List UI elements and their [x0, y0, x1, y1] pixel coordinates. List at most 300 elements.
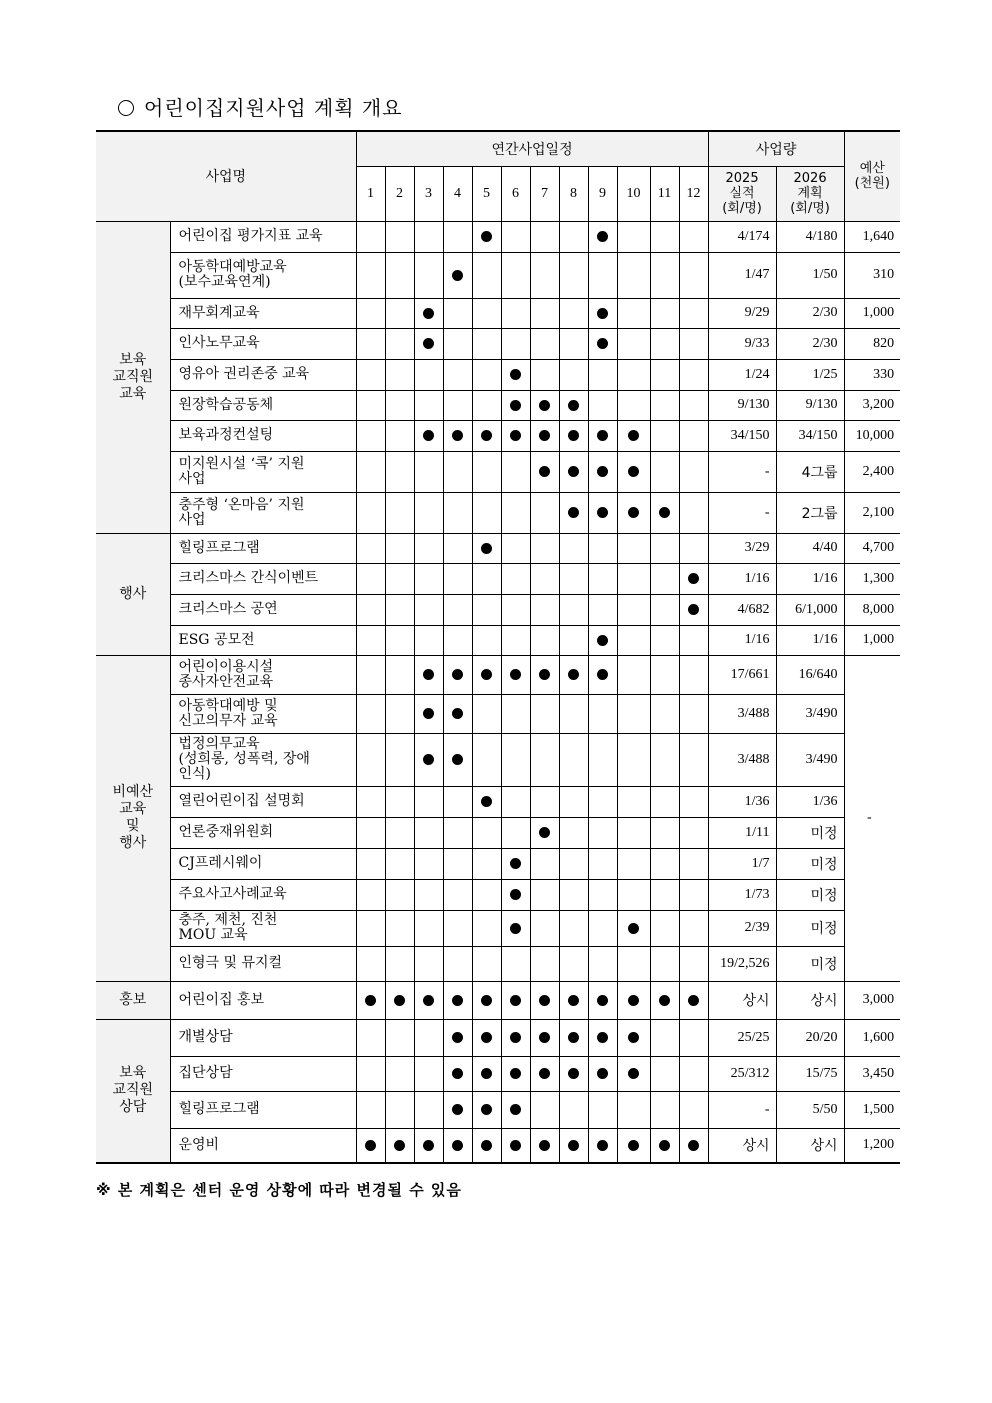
month-cell: [385, 420, 414, 451]
month-cell: [559, 252, 588, 298]
month-cell: [588, 1128, 617, 1163]
table-row: [96, 328, 900, 359]
business-name-cell: 언론중재위원회: [170, 817, 356, 848]
month-cell: [443, 252, 472, 298]
month-cell: [501, 420, 530, 451]
plan-2026-cell: 6/1,000: [776, 594, 844, 625]
scheduled-dot-icon: [597, 308, 608, 319]
month-cell: [385, 533, 414, 563]
month-cell: [559, 563, 588, 594]
month-cell: [472, 1128, 501, 1163]
plan-2026-cell: 1/16: [776, 563, 844, 594]
month-header: 1: [356, 166, 385, 221]
table-row: [96, 733, 900, 786]
month-cell: [588, 910, 617, 946]
month-cell: [559, 594, 588, 625]
month-cell: [530, 817, 559, 848]
month-cell: [559, 786, 588, 817]
month-cell: [650, 1056, 679, 1091]
business-name-cell: 아동학대예방교육 (보수교육연계): [170, 252, 356, 298]
month-cell: [588, 655, 617, 694]
scheduled-dot-icon: [628, 1032, 639, 1043]
scheduled-dot-icon: [510, 995, 521, 1006]
month-cell: [385, 817, 414, 848]
month-cell: [356, 655, 385, 694]
month-cell: [443, 533, 472, 563]
month-cell: [443, 625, 472, 655]
business-name-cell: 주요사고사례교육: [170, 879, 356, 910]
month-cell: [650, 817, 679, 848]
scheduled-dot-icon: [423, 338, 434, 349]
scheduled-dot-icon: [510, 889, 521, 900]
month-cell: [385, 390, 414, 420]
business-name-cell: 운영비: [170, 1128, 356, 1163]
scheduled-dot-icon: [597, 507, 608, 518]
budget-cell: 4,700: [844, 533, 900, 563]
budget-cell: 2,400: [844, 451, 900, 492]
table-row: [96, 359, 900, 390]
scheduled-dot-icon: [568, 1032, 579, 1043]
month-cell: [617, 786, 650, 817]
month-cell: [356, 625, 385, 655]
month-cell: [443, 328, 472, 359]
scheduled-dot-icon: [365, 1140, 376, 1151]
month-cell: [501, 655, 530, 694]
month-cell: [501, 563, 530, 594]
scheduled-dot-icon: [394, 1140, 405, 1151]
scheduled-dot-icon: [423, 708, 434, 719]
table-row: [96, 221, 900, 252]
month-cell: [472, 328, 501, 359]
month-cell: [530, 221, 559, 252]
scheduled-dot-icon: [597, 1140, 608, 1151]
result-2025-cell: 1/24: [708, 359, 776, 390]
month-cell: [472, 848, 501, 879]
month-cell: [356, 298, 385, 328]
month-cell: [679, 1019, 708, 1056]
plan-2026-cell: 4/40: [776, 533, 844, 563]
month-cell: [443, 221, 472, 252]
month-cell: [472, 1056, 501, 1091]
category-cell: 비예산 교육 및 행사: [96, 655, 170, 981]
business-name-cell: 재무회계교육: [170, 298, 356, 328]
result-2025-cell: 상시: [708, 1128, 776, 1163]
plan-2026-cell: 2/30: [776, 328, 844, 359]
month-cell: [559, 359, 588, 390]
scheduled-dot-icon: [481, 231, 492, 242]
month-cell: [443, 733, 472, 786]
month-cell: [530, 786, 559, 817]
month-cell: [472, 533, 501, 563]
table-row: [96, 817, 900, 848]
plan-2026-cell: 상시: [776, 1128, 844, 1163]
month-cell: [443, 655, 472, 694]
month-cell: [588, 563, 617, 594]
month-cell: [650, 1019, 679, 1056]
scheduled-dot-icon: [597, 1032, 608, 1043]
month-cell: [559, 451, 588, 492]
scheduled-dot-icon: [597, 1068, 608, 1079]
month-cell: [501, 533, 530, 563]
month-cell: [443, 879, 472, 910]
month-cell: [559, 879, 588, 910]
business-name-cell: 힐링프로그램: [170, 1091, 356, 1128]
scheduled-dot-icon: [510, 430, 521, 441]
month-cell: [559, 694, 588, 733]
scheduled-dot-icon: [423, 1140, 434, 1151]
table-row: [96, 910, 900, 946]
scheduled-dot-icon: [481, 1068, 492, 1079]
scheduled-dot-icon: [539, 995, 550, 1006]
scheduled-dot-icon: [568, 1068, 579, 1079]
month-cell: [472, 252, 501, 298]
plan-2026-cell: 1/25: [776, 359, 844, 390]
scheduled-dot-icon: [510, 369, 521, 380]
month-cell: [679, 359, 708, 390]
month-cell: [356, 910, 385, 946]
scheduled-dot-icon: [659, 1140, 670, 1151]
month-cell: [617, 594, 650, 625]
month-cell: [472, 786, 501, 817]
plan-2026-cell: 미정: [776, 910, 844, 946]
month-cell: [472, 879, 501, 910]
table-row: [96, 946, 900, 981]
month-cell: [414, 420, 443, 451]
plan-2026-cell: 미정: [776, 879, 844, 910]
month-cell: [650, 563, 679, 594]
month-cell: [588, 533, 617, 563]
month-cell: [679, 655, 708, 694]
month-cell: [501, 1019, 530, 1056]
month-cell: [501, 910, 530, 946]
month-cell: [617, 420, 650, 451]
month-cell: [679, 981, 708, 1019]
month-cell: [472, 817, 501, 848]
table-row: [96, 694, 900, 733]
month-cell: [617, 221, 650, 252]
month-cell: [414, 492, 443, 533]
budget-cell: 3,000: [844, 981, 900, 1019]
month-cell: [501, 879, 530, 910]
month-cell: [559, 420, 588, 451]
month-cell: [617, 298, 650, 328]
month-cell: [356, 533, 385, 563]
month-cell: [559, 625, 588, 655]
month-cell: [617, 1019, 650, 1056]
business-name-cell: 어린이이용시설 종사자안전교육: [170, 655, 356, 694]
plan-2026-cell: 5/50: [776, 1091, 844, 1128]
month-cell: [559, 298, 588, 328]
scheduled-dot-icon: [423, 430, 434, 441]
month-cell: [588, 817, 617, 848]
month-cell: [679, 221, 708, 252]
month-cell: [617, 655, 650, 694]
scheduled-dot-icon: [539, 1032, 550, 1043]
result-2025-cell: 9/130: [708, 390, 776, 420]
scheduled-dot-icon: [597, 231, 608, 242]
month-cell: [443, 451, 472, 492]
month-cell: [356, 451, 385, 492]
scheduled-dot-icon: [628, 507, 639, 518]
month-cell: [588, 625, 617, 655]
month-cell: [501, 981, 530, 1019]
month-cell: [472, 910, 501, 946]
scheduled-dot-icon: [628, 995, 639, 1006]
scheduled-dot-icon: [452, 1068, 463, 1079]
month-cell: [679, 298, 708, 328]
business-name-cell: 어린이집 평가지표 교육: [170, 221, 356, 252]
scheduled-dot-icon: [510, 669, 521, 680]
plan-2026-cell: 15/75: [776, 1056, 844, 1091]
scheduled-dot-icon: [510, 1032, 521, 1043]
month-cell: [679, 328, 708, 359]
month-cell: [617, 1128, 650, 1163]
month-cell: [472, 594, 501, 625]
plan-2026-cell: 1/50: [776, 252, 844, 298]
month-cell: [559, 492, 588, 533]
month-cell: [501, 359, 530, 390]
plan-2026-cell: 3/490: [776, 733, 844, 786]
result-2025-cell: 17/661: [708, 655, 776, 694]
month-cell: [559, 221, 588, 252]
scheduled-dot-icon: [394, 995, 405, 1006]
month-cell: [414, 910, 443, 946]
month-cell: [650, 910, 679, 946]
month-cell: [356, 946, 385, 981]
month-cell: [443, 492, 472, 533]
scheduled-dot-icon: [568, 507, 579, 518]
scheduled-dot-icon: [481, 1140, 492, 1151]
month-cell: [559, 1091, 588, 1128]
month-cell: [530, 420, 559, 451]
table-row: [96, 1128, 900, 1163]
month-cell: [617, 328, 650, 359]
table-row: [96, 451, 900, 492]
month-cell: [679, 1128, 708, 1163]
result-2025-cell: 1/73: [708, 879, 776, 910]
month-header: 7: [530, 166, 559, 221]
month-header: 9: [588, 166, 617, 221]
month-cell: [356, 981, 385, 1019]
scheduled-dot-icon: [688, 1140, 699, 1151]
month-cell: [650, 359, 679, 390]
result-2025-cell: 1/36: [708, 786, 776, 817]
business-name-cell: 집단상담: [170, 1056, 356, 1091]
month-cell: [385, 252, 414, 298]
result-2025-cell: 1/7: [708, 848, 776, 879]
month-cell: [650, 625, 679, 655]
budget-cell: 2,100: [844, 492, 900, 533]
category-cell: 행사: [96, 533, 170, 655]
month-cell: [559, 910, 588, 946]
month-cell: [650, 594, 679, 625]
month-cell: [385, 733, 414, 786]
month-cell: [679, 420, 708, 451]
month-cell: [414, 451, 443, 492]
month-cell: [414, 221, 443, 252]
result-2025-cell: 1/16: [708, 625, 776, 655]
scheduled-dot-icon: [628, 466, 639, 477]
month-cell: [385, 359, 414, 390]
month-cell: [385, 786, 414, 817]
header-2025-actual: 2025 실적 (회/명): [708, 166, 776, 221]
month-cell: [650, 848, 679, 879]
business-name-cell: 법정의무교육 (성희롱, 성폭력, 장애 인식): [170, 733, 356, 786]
month-cell: [588, 1019, 617, 1056]
month-header: 6: [501, 166, 530, 221]
month-header: 11: [650, 166, 679, 221]
month-cell: [443, 420, 472, 451]
scheduled-dot-icon: [481, 1104, 492, 1115]
month-cell: [501, 1128, 530, 1163]
month-cell: [530, 563, 559, 594]
budget-cell: 8,000: [844, 594, 900, 625]
month-header: 12: [679, 166, 708, 221]
budget-cell: 310: [844, 252, 900, 298]
month-cell: [530, 390, 559, 420]
month-cell: [443, 1056, 472, 1091]
month-cell: [679, 390, 708, 420]
month-cell: [617, 252, 650, 298]
month-header: 5: [472, 166, 501, 221]
business-name-cell: 인사노무교육: [170, 328, 356, 359]
month-cell: [530, 655, 559, 694]
business-name-cell: CJ프레시웨이: [170, 848, 356, 879]
month-cell: [559, 817, 588, 848]
month-cell: [650, 533, 679, 563]
scheduled-dot-icon: [423, 308, 434, 319]
scheduled-dot-icon: [452, 754, 463, 765]
month-cell: [588, 420, 617, 451]
scheduled-dot-icon: [510, 1104, 521, 1115]
result-2025-cell: 25/312: [708, 1056, 776, 1091]
month-cell: [443, 298, 472, 328]
month-cell: [414, 981, 443, 1019]
month-cell: [385, 694, 414, 733]
month-cell: [414, 359, 443, 390]
month-cell: [588, 252, 617, 298]
month-cell: [650, 298, 679, 328]
month-cell: [588, 221, 617, 252]
business-name-cell: 힐링프로그램: [170, 533, 356, 563]
table-row: [96, 1056, 900, 1091]
scheduled-dot-icon: [510, 858, 521, 869]
month-cell: [414, 298, 443, 328]
scheduled-dot-icon: [452, 270, 463, 281]
plan-2026-cell: 상시: [776, 981, 844, 1019]
month-cell: [356, 694, 385, 733]
result-2025-cell: -: [708, 492, 776, 533]
budget-cell: 3,450: [844, 1056, 900, 1091]
scheduled-dot-icon: [688, 604, 699, 615]
scheduled-dot-icon: [510, 1140, 521, 1151]
month-cell: [356, 1091, 385, 1128]
plan-2026-cell: 미정: [776, 848, 844, 879]
document-title-text: 어린이집지원사업 계획 개요: [144, 96, 403, 120]
scheduled-dot-icon: [568, 669, 579, 680]
result-2025-cell: -: [708, 1091, 776, 1128]
month-cell: [530, 359, 559, 390]
result-2025-cell: 9/33: [708, 328, 776, 359]
month-cell: [385, 879, 414, 910]
month-cell: [650, 1128, 679, 1163]
month-cell: [414, 594, 443, 625]
month-cell: [559, 533, 588, 563]
month-cell: [472, 981, 501, 1019]
month-cell: [414, 533, 443, 563]
month-cell: [530, 533, 559, 563]
month-cell: [501, 594, 530, 625]
business-name-cell: 미지원시설 ‘콕’ 지원 사업: [170, 451, 356, 492]
budget-cell: 1,300: [844, 563, 900, 594]
month-header: 10: [617, 166, 650, 221]
business-name-cell: 아동학대예방 및 신고의무자 교육: [170, 694, 356, 733]
table-row: [96, 1019, 900, 1056]
scheduled-dot-icon: [423, 669, 434, 680]
month-cell: [617, 359, 650, 390]
month-cell: [679, 910, 708, 946]
circle-bullet-icon: [118, 100, 134, 116]
month-cell: [650, 492, 679, 533]
scheduled-dot-icon: [423, 754, 434, 765]
business-name-cell: 충주형 ‘온마음’ 지원 사업: [170, 492, 356, 533]
table-row: [96, 786, 900, 817]
month-cell: [559, 1128, 588, 1163]
result-2025-cell: 3/29: [708, 533, 776, 563]
budget-cell: 820: [844, 328, 900, 359]
month-cell: [559, 655, 588, 694]
plan-2026-cell: 34/150: [776, 420, 844, 451]
month-cell: [501, 328, 530, 359]
result-2025-cell: 25/25: [708, 1019, 776, 1056]
table-row: [96, 533, 900, 563]
month-cell: [501, 786, 530, 817]
month-cell: [385, 563, 414, 594]
scheduled-dot-icon: [452, 1104, 463, 1115]
month-cell: [385, 981, 414, 1019]
month-cell: [650, 946, 679, 981]
month-cell: [530, 910, 559, 946]
month-cell: [414, 655, 443, 694]
month-cell: [679, 625, 708, 655]
month-cell: [679, 848, 708, 879]
month-cell: [414, 879, 443, 910]
scheduled-dot-icon: [452, 669, 463, 680]
budget-cell: 1,000: [844, 625, 900, 655]
month-cell: [443, 359, 472, 390]
month-cell: [650, 786, 679, 817]
month-cell: [501, 252, 530, 298]
scheduled-dot-icon: [452, 1140, 463, 1151]
month-cell: [650, 733, 679, 786]
scheduled-dot-icon: [481, 796, 492, 807]
scheduled-dot-icon: [597, 430, 608, 441]
month-header: 2: [385, 166, 414, 221]
month-cell: [414, 694, 443, 733]
table-row: [96, 594, 900, 625]
month-cell: [679, 694, 708, 733]
month-cell: [472, 563, 501, 594]
month-cell: [530, 848, 559, 879]
month-cell: [530, 694, 559, 733]
month-cell: [414, 1091, 443, 1128]
month-cell: [414, 390, 443, 420]
month-cell: [414, 1128, 443, 1163]
budget-cell: 1,600: [844, 1019, 900, 1056]
scheduled-dot-icon: [568, 1140, 579, 1151]
month-cell: [679, 817, 708, 848]
month-cell: [588, 492, 617, 533]
